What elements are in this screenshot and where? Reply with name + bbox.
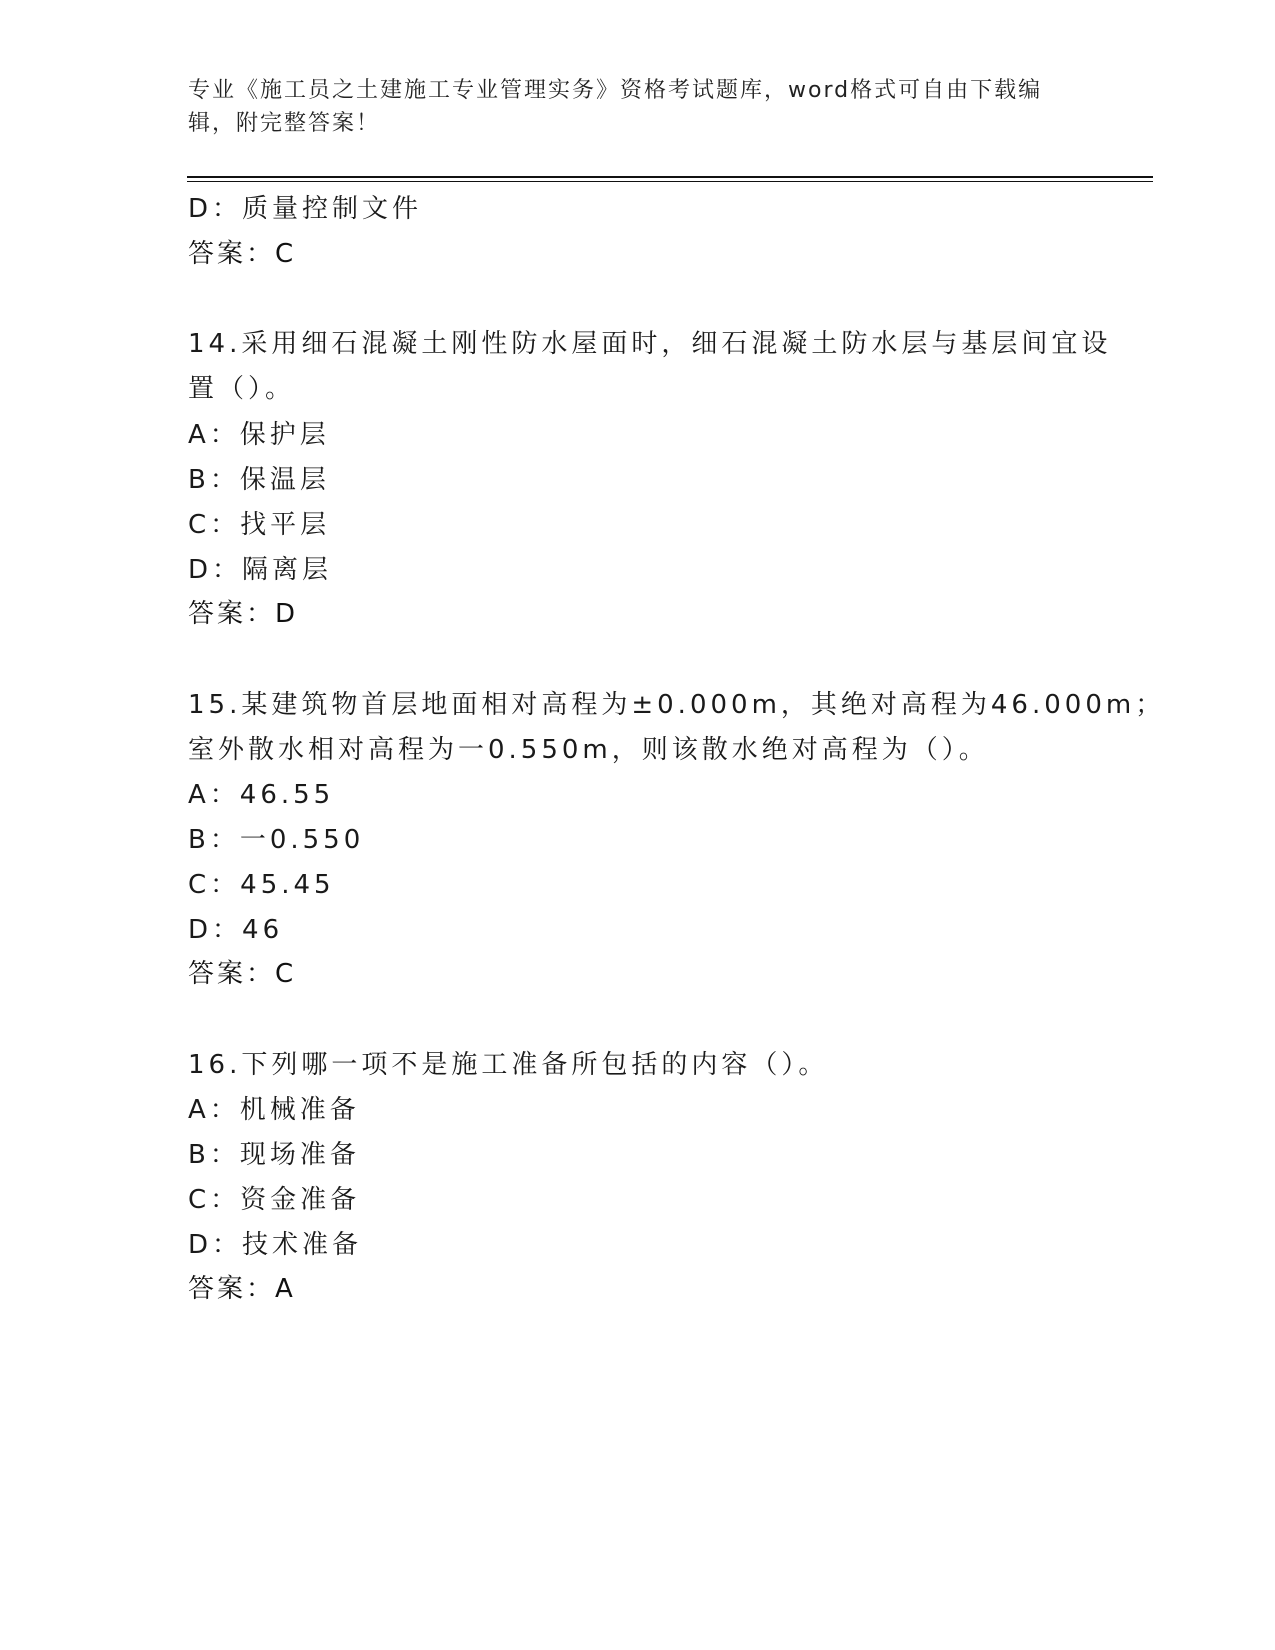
prev-option-d: D：质量控制文件 [188,194,423,224]
q16-option-d: D：技术准备 [188,1230,363,1260]
q16-option-a: A：机械准备 [188,1095,360,1125]
header-rule-thin [187,181,1153,182]
q14-option-c: C：找平层 [188,510,331,540]
q15-option-c: C：45.45 [188,870,335,900]
q14-option-d: D：隔离层 [188,555,333,585]
header-rule-thick [187,176,1153,178]
q14-stem-line2: 置（）。 [188,374,296,404]
q15-answer: 答案：C [188,959,297,989]
q15-stem-line2: 室外散水相对高程为一0.550m，则该散水绝对高程为（）。 [188,735,989,765]
q14-stem-line1: 14.采用细石混凝土刚性防水屋面时，细石混凝土防水层与基层间宜设 [188,329,1112,359]
prev-answer: 答案：C [188,239,297,269]
q16-stem-line1: 16.下列哪一项不是施工准备所包括的内容（）。 [188,1050,829,1080]
q16-option-c: C：资金准备 [188,1185,361,1215]
q14-answer: 答案：D [188,599,299,629]
q15-option-b: B：一0.550 [188,825,365,855]
document-header: 专业《施工员之土建施工专业管理实务》资格考试题库，word格式可自由下载编辑，附完整答案！ [188,78,1043,136]
q16-option-b: B：现场准备 [188,1140,360,1170]
q16-answer: 答案：A [188,1274,296,1304]
q15-option-d: D：46 [188,915,284,945]
q14-option-a: A：保护层 [188,420,330,450]
q15-stem-line1: 15.某建筑物首层地面相对高程为±0.000m，其绝对高程为46.000m； [188,690,1166,720]
q14-option-b: B：保温层 [188,465,330,495]
q15-option-a: A：46.55 [188,780,335,810]
